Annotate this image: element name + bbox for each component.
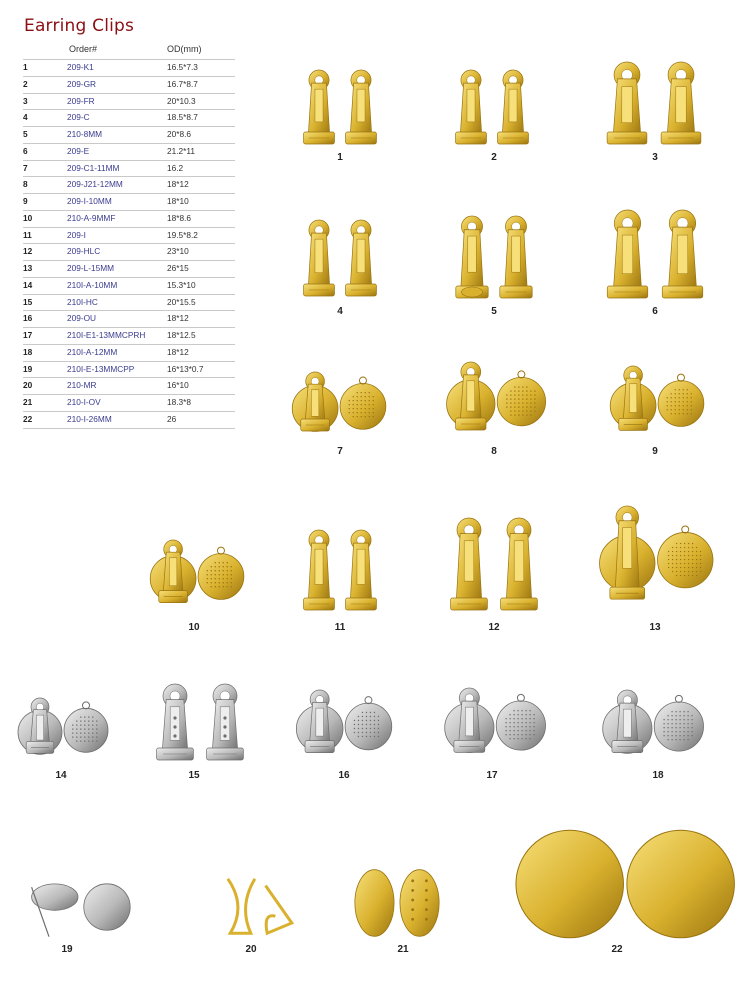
product-label-12: 12 bbox=[488, 622, 500, 633]
order-number: 209-I-10MM bbox=[67, 196, 112, 206]
product-image-8 bbox=[440, 360, 550, 440]
table-row bbox=[23, 243, 235, 260]
table-row bbox=[23, 377, 235, 394]
product-label-13: 13 bbox=[649, 622, 661, 633]
column-header-od: OD(mm) bbox=[167, 44, 202, 54]
product-image-15 bbox=[150, 682, 250, 762]
order-number: 209-E bbox=[67, 145, 90, 156]
order-number: 209-I bbox=[67, 229, 86, 240]
table-row bbox=[23, 277, 235, 294]
row-number: 18 bbox=[23, 346, 33, 357]
outer-diameter: 18*12.5 bbox=[167, 330, 196, 340]
outer-diameter: 18*10 bbox=[167, 196, 189, 206]
order-number: 210I-E1-13MMCPRH bbox=[67, 330, 146, 340]
row-number: 22 bbox=[23, 413, 33, 424]
table-row bbox=[23, 193, 235, 210]
outer-diameter: 16.5*7.3 bbox=[167, 62, 198, 72]
product-label-16: 16 bbox=[338, 770, 350, 781]
product-label-20: 20 bbox=[245, 944, 257, 955]
product-label-22: 22 bbox=[611, 944, 623, 955]
outer-diameter: 16.7*8.7 bbox=[167, 78, 198, 89]
row-number: 5 bbox=[23, 129, 28, 139]
order-number: 210-MR bbox=[67, 380, 97, 391]
product-label-2: 2 bbox=[491, 152, 497, 163]
outer-diameter: 18*12 bbox=[167, 179, 189, 190]
row-number: 1 bbox=[23, 62, 28, 72]
order-number: 209-C1-11MM bbox=[67, 162, 120, 173]
product-label-15: 15 bbox=[188, 770, 200, 781]
table-row bbox=[23, 126, 235, 143]
row-number: 10 bbox=[23, 212, 33, 223]
product-image-19 bbox=[20, 874, 136, 940]
product-image-9 bbox=[604, 364, 708, 440]
row-number: 16 bbox=[23, 313, 33, 324]
row-number: 19 bbox=[23, 363, 33, 374]
row-number: 20 bbox=[23, 380, 33, 391]
product-label-11: 11 bbox=[334, 622, 346, 633]
row-number: 14 bbox=[23, 279, 33, 290]
product-label-17: 17 bbox=[486, 770, 498, 781]
outer-diameter: 15.3*10 bbox=[167, 279, 196, 290]
order-number: 210-I-OV bbox=[67, 397, 101, 407]
order-number: 209-FR bbox=[67, 95, 95, 106]
product-label-1: 1 bbox=[337, 152, 343, 163]
table-row bbox=[23, 294, 235, 311]
order-number: 209-L-15MM bbox=[67, 263, 115, 273]
outer-diameter: 23*10 bbox=[167, 246, 189, 257]
table-row bbox=[23, 310, 235, 327]
product-table bbox=[23, 42, 235, 429]
outer-diameter: 18.5*8.7 bbox=[167, 112, 198, 123]
order-number: 210-8MM bbox=[67, 129, 103, 139]
table-row bbox=[23, 76, 235, 93]
table-row bbox=[23, 109, 235, 126]
product-image-6 bbox=[600, 208, 710, 300]
table-row bbox=[23, 327, 235, 344]
row-number: 11 bbox=[23, 229, 32, 240]
table-row bbox=[23, 394, 235, 411]
product-label-21: 21 bbox=[397, 944, 409, 955]
product-image-7 bbox=[286, 370, 390, 440]
row-number: 21 bbox=[23, 397, 33, 407]
row-number: 3 bbox=[23, 95, 28, 106]
product-label-8: 8 bbox=[491, 446, 497, 457]
table-header bbox=[23, 42, 235, 59]
outer-diameter: 20*10.3 bbox=[167, 95, 196, 106]
row-number: 8 bbox=[23, 179, 28, 190]
product-image-22 bbox=[506, 828, 742, 940]
table-body bbox=[23, 59, 235, 429]
table-row bbox=[23, 59, 235, 76]
product-image-3 bbox=[600, 60, 708, 146]
product-label-5: 5 bbox=[491, 306, 497, 317]
product-image-2 bbox=[450, 68, 534, 146]
table-row bbox=[23, 176, 235, 193]
product-image-17 bbox=[438, 686, 550, 762]
row-number: 6 bbox=[23, 145, 28, 156]
column-header-order: Order# bbox=[69, 44, 98, 54]
product-image-11 bbox=[298, 528, 382, 612]
outer-diameter: 26 bbox=[167, 413, 177, 424]
table-row bbox=[23, 227, 235, 244]
product-label-18: 18 bbox=[652, 770, 664, 781]
product-image-4 bbox=[298, 218, 382, 298]
product-image-20 bbox=[218, 872, 300, 940]
product-label-10: 10 bbox=[188, 622, 200, 633]
outer-diameter: 19.5*8.2 bbox=[167, 229, 198, 240]
table-row bbox=[23, 361, 235, 378]
table-row bbox=[23, 260, 235, 277]
product-image-21 bbox=[348, 866, 446, 940]
order-number: 210I-A-10MM bbox=[67, 279, 118, 290]
product-image-18 bbox=[596, 688, 708, 762]
product-label-6: 6 bbox=[652, 306, 658, 317]
order-number: 209-J21-12MM bbox=[67, 179, 123, 190]
outer-diameter: 18.3*8 bbox=[167, 397, 191, 407]
order-number: 210I-A-12MM bbox=[67, 346, 118, 357]
row-number: 2 bbox=[23, 78, 28, 89]
order-number: 210-A-9MMF bbox=[67, 212, 116, 223]
row-number: 15 bbox=[23, 296, 33, 307]
product-label-9: 9 bbox=[652, 446, 658, 457]
outer-diameter: 16.2 bbox=[167, 162, 184, 173]
product-image-12 bbox=[444, 516, 544, 612]
row-number: 4 bbox=[23, 112, 28, 123]
product-label-4: 4 bbox=[337, 306, 343, 317]
outer-diameter: 16*13*0.7 bbox=[167, 363, 204, 374]
order-number: 209-HLC bbox=[67, 246, 101, 257]
row-number: 7 bbox=[23, 162, 28, 173]
product-image-10 bbox=[144, 538, 248, 612]
product-label-3: 3 bbox=[652, 152, 658, 163]
outer-diameter: 21.2*11 bbox=[167, 145, 195, 156]
page-title: Earring Clips bbox=[24, 16, 135, 36]
outer-diameter: 20*8.6 bbox=[167, 129, 191, 139]
product-label-7: 7 bbox=[337, 446, 343, 457]
outer-diameter: 26*15 bbox=[167, 263, 189, 273]
product-label-19: 19 bbox=[61, 944, 73, 955]
table-row bbox=[23, 160, 235, 177]
order-number: 209-K1 bbox=[67, 62, 94, 72]
row-number: 9 bbox=[23, 196, 28, 206]
order-number: 209-GR bbox=[67, 78, 97, 89]
product-image-14 bbox=[12, 696, 112, 762]
order-number: 210I-HC bbox=[67, 296, 98, 307]
row-number: 17 bbox=[23, 330, 33, 340]
product-image-13 bbox=[592, 504, 718, 612]
outer-diameter: 18*12 bbox=[167, 346, 189, 357]
table-row bbox=[23, 93, 235, 110]
outer-diameter: 18*12 bbox=[167, 313, 189, 324]
table-row bbox=[23, 344, 235, 361]
outer-diameter: 20*15.5 bbox=[167, 296, 196, 307]
row-number: 13 bbox=[23, 263, 33, 273]
table-row bbox=[23, 411, 235, 429]
table-row bbox=[23, 210, 235, 227]
product-image-5 bbox=[450, 214, 538, 300]
outer-diameter: 16*10 bbox=[167, 380, 189, 391]
outer-diameter: 18*8.6 bbox=[167, 212, 191, 223]
product-image-16 bbox=[290, 688, 396, 762]
product-image-1 bbox=[298, 68, 382, 146]
order-number: 210-I-26MM bbox=[67, 413, 112, 424]
row-number: 12 bbox=[23, 246, 33, 257]
order-number: 210I-E-13MMCPP bbox=[67, 363, 135, 374]
order-number: 209-C bbox=[67, 112, 90, 123]
table-row bbox=[23, 143, 235, 160]
order-number: 209-OU bbox=[67, 313, 97, 324]
product-label-14: 14 bbox=[55, 770, 67, 781]
